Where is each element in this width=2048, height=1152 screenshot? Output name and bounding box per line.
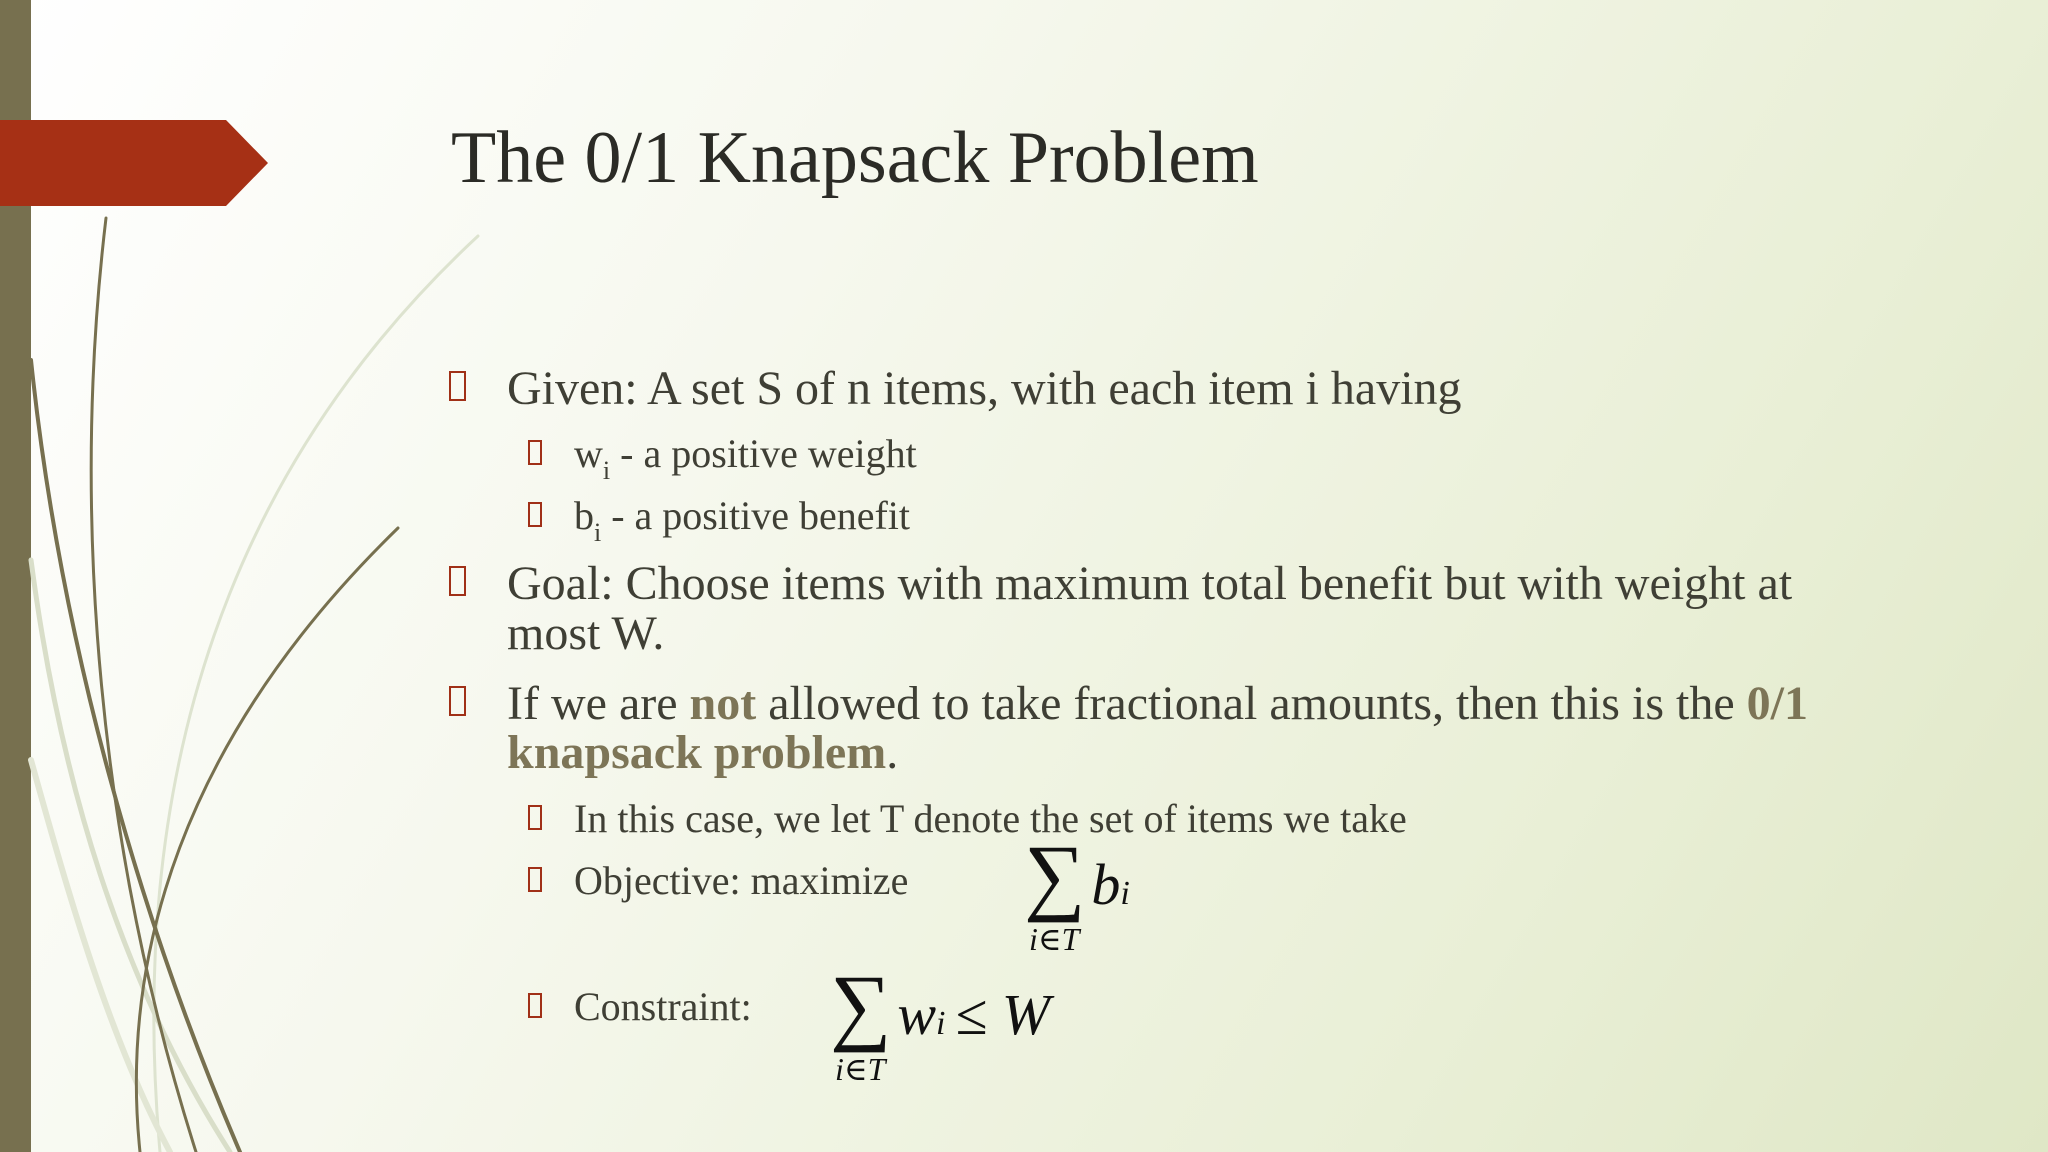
sum-symbol: ∑ [1024, 827, 1086, 923]
benefit-subscript: i [594, 518, 602, 547]
weight-text: - a positive weight [610, 431, 917, 476]
bullet-given [507, 362, 1462, 415]
bullet-marker [449, 371, 466, 401]
bullet-goal-continued [507, 607, 665, 660]
emphasis-zero-one: 0/1 [1746, 677, 1808, 730]
slide-title: The 0/1 Knapsack Problem [451, 117, 1259, 199]
fractional-text-2: allowed to take fractional amounts, then this is the [756, 677, 1747, 730]
bullet-given-text: Given: A set S of n items, with each item i having [507, 362, 1462, 415]
bullet-marker [449, 566, 466, 596]
fractional-end: . [886, 726, 899, 779]
constraint-relation: ≤ W [955, 982, 1051, 1047]
constraint-subscript: i [936, 1005, 946, 1042]
weight-subscript: i [602, 456, 611, 485]
benefit-var: b [574, 493, 594, 538]
constraint-sum-limit: i∈T [835, 1051, 886, 1087]
bullet-benefit [574, 493, 911, 547]
bullet-marker [449, 686, 466, 716]
bullet-marker [528, 805, 542, 830]
goal-line-1: Goal: Choose items with maximum total benefit but with weight at [507, 557, 1793, 610]
bullet-fractional [507, 677, 1808, 730]
objective-formula [1024, 827, 1130, 957]
benefit-text: - a positive benefit [601, 493, 911, 538]
weight-var: w [574, 431, 603, 476]
bullet-goal [507, 557, 1793, 610]
fractional-text-1: If we are [507, 677, 690, 730]
sum-symbol: ∑ [830, 957, 892, 1053]
constraint-text: Constraint: [574, 984, 752, 1029]
bullet-objective [574, 858, 909, 903]
constraint-term: w [897, 982, 936, 1047]
objective-subscript: i [1120, 875, 1130, 912]
bullet-marker [528, 502, 542, 527]
bullet-marker [528, 867, 542, 892]
bullet-fractional-continued [507, 726, 899, 779]
goal-line-2: most W. [507, 607, 665, 660]
constraint-formula [830, 957, 1051, 1087]
bullet-constraint [574, 984, 752, 1029]
emphasis-knapsack-problem: knapsack problem [507, 726, 887, 779]
title-arrow-shape [0, 120, 270, 206]
bullet-weight [574, 431, 917, 485]
bullet-marker [528, 993, 542, 1018]
bullet-marker [528, 440, 542, 465]
curve-light-1 [154, 236, 478, 1152]
objective-text: Objective: maximize [574, 858, 909, 903]
objective-term: b [1091, 852, 1121, 917]
curve-dark-2 [31, 360, 240, 1152]
emphasis-not: not [689, 677, 757, 730]
case-text: In this case, we let T denote the set of items we take [574, 796, 1407, 841]
objective-sum-limit: i∈T [1029, 921, 1080, 957]
bullet-case [574, 796, 1407, 841]
